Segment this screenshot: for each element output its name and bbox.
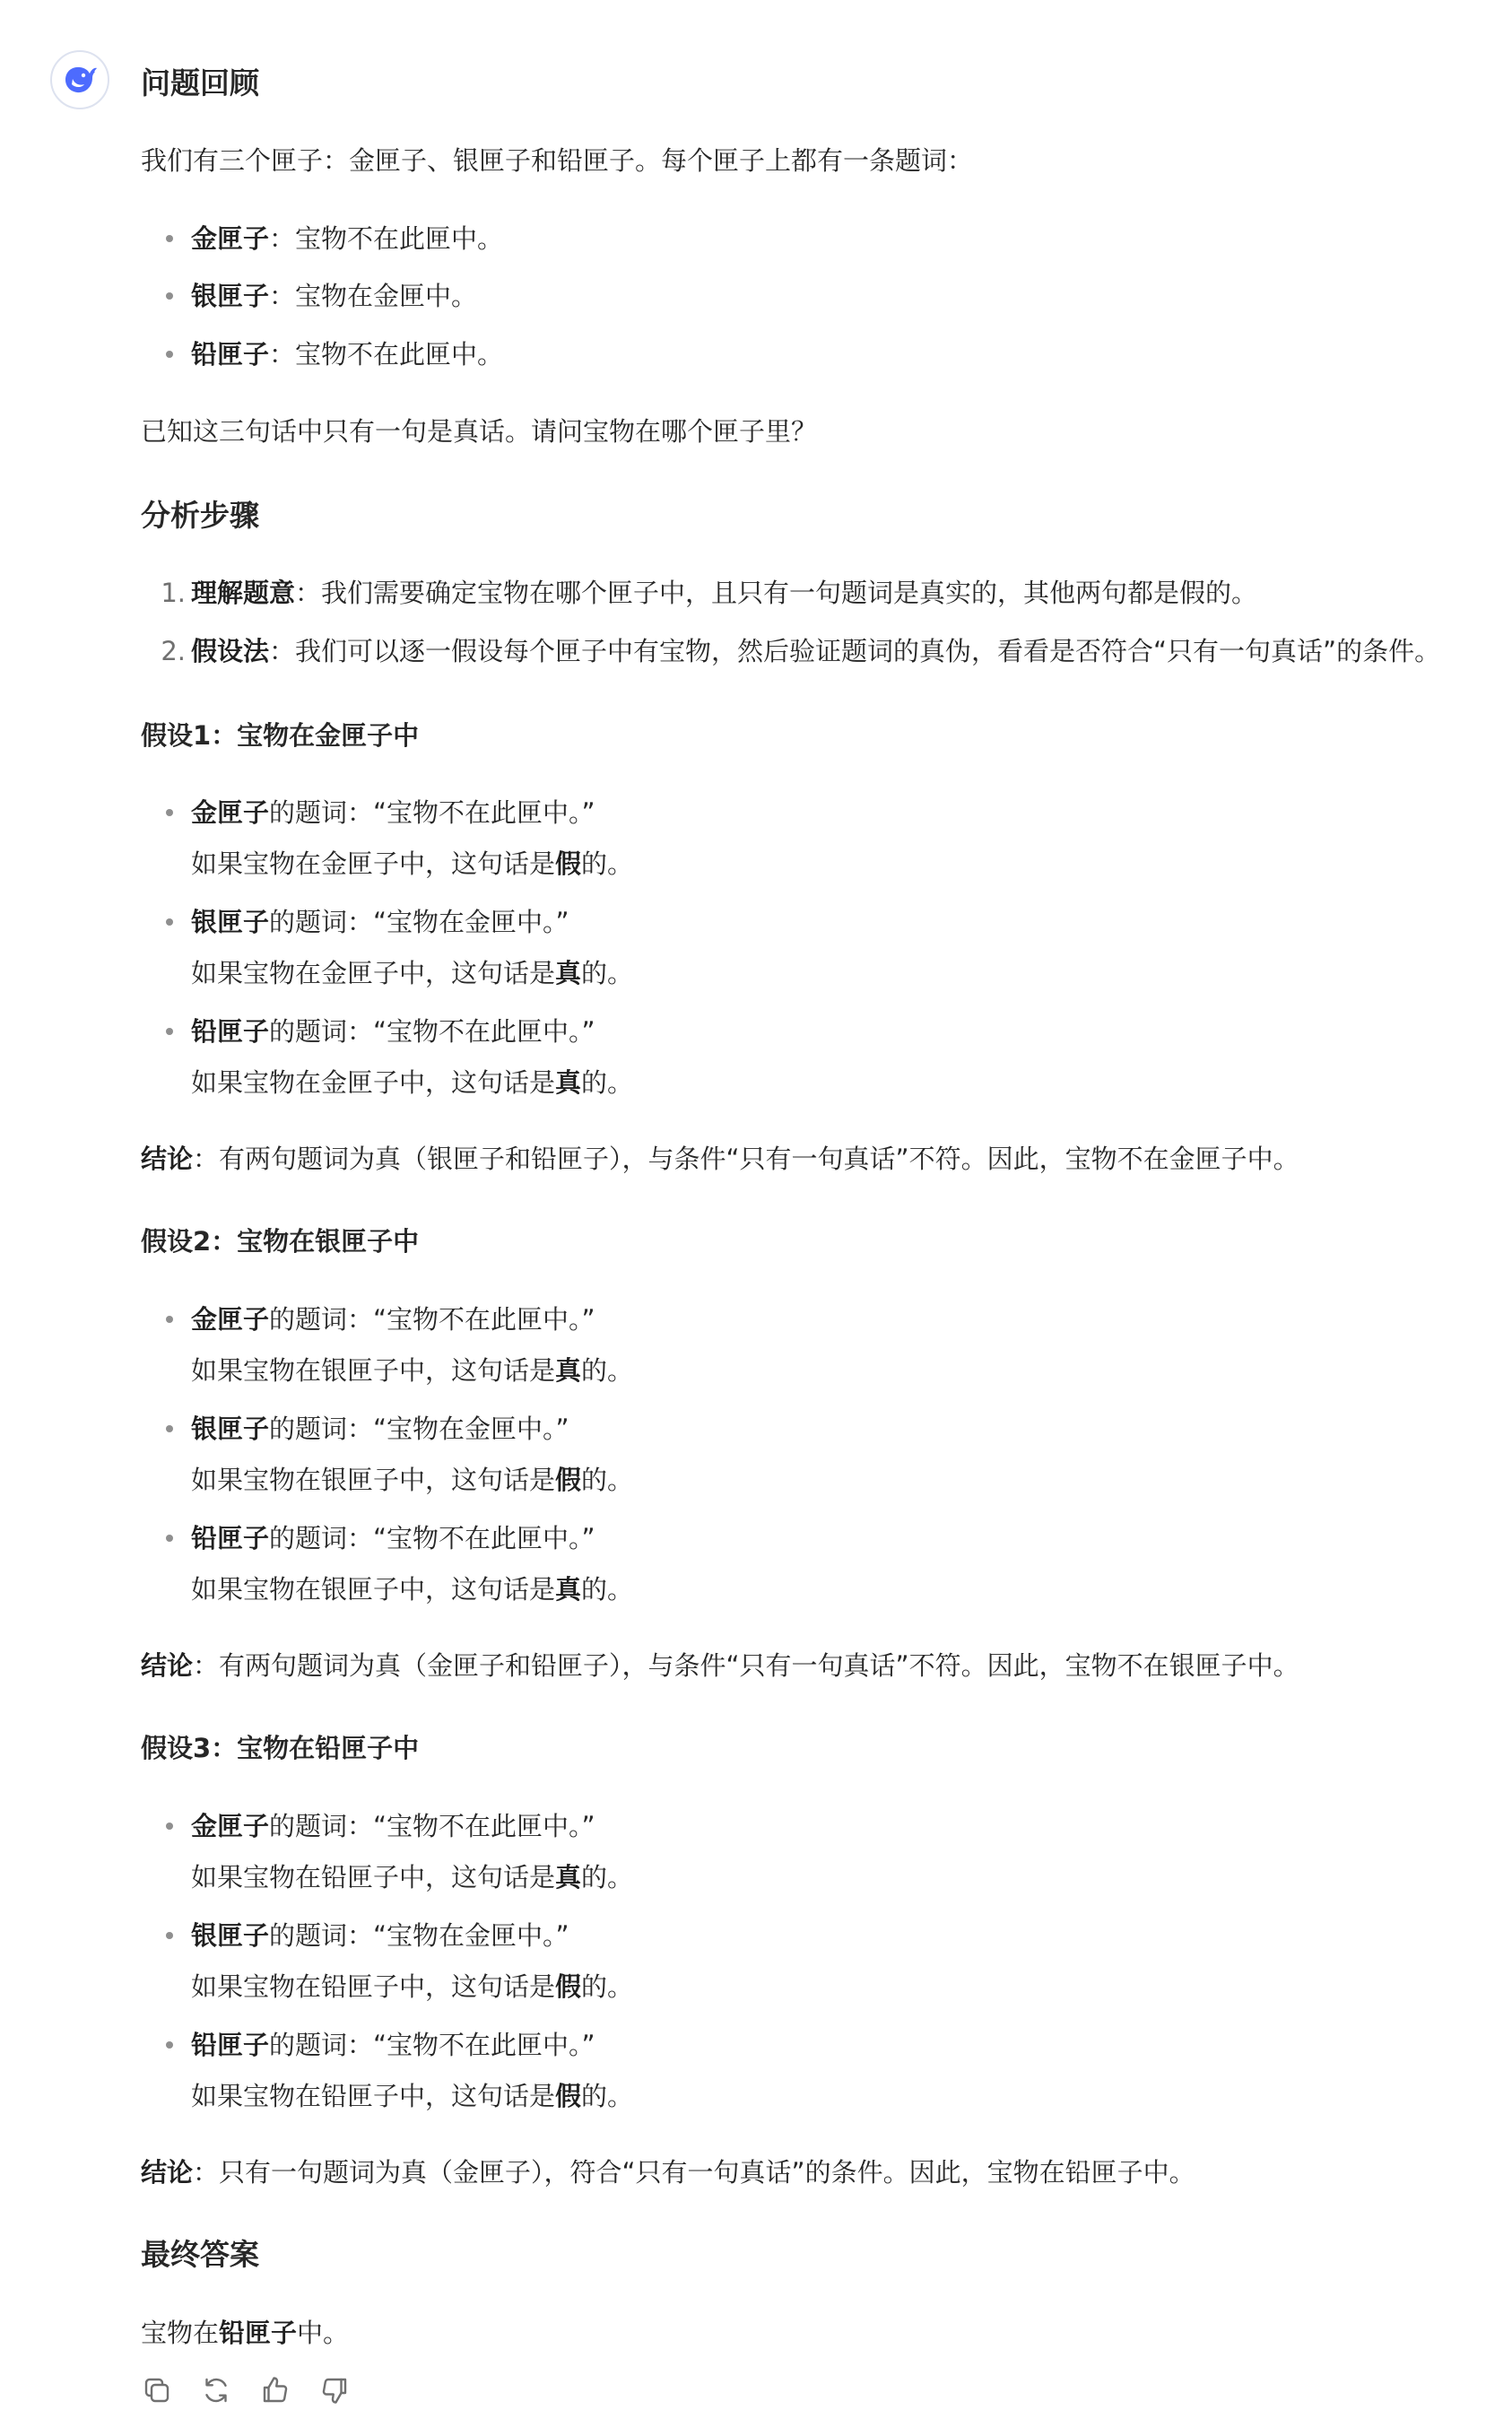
list-item: 银匣子：宝物在金匣中。: [191, 281, 478, 311]
bullet-icon: [166, 918, 173, 926]
refresh-icon: [200, 2374, 232, 2406]
list-item-detail: 如果宝物在铅匣子中，这句话是真的。: [191, 1862, 634, 1892]
bullet-icon: [166, 2041, 173, 2049]
copy-button[interactable]: [139, 2372, 175, 2408]
bullet-icon: [166, 1932, 173, 1939]
list-item: 金匣子的题词：“宝物不在此匣中。”: [191, 1304, 595, 1335]
bullet-icon: [166, 292, 173, 300]
list-item-detail: 如果宝物在银匣子中，这句话是真的。: [191, 1574, 634, 1605]
list-number: 1.: [161, 578, 186, 608]
dislike-button[interactable]: [317, 2372, 352, 2408]
thumbs-up-icon: [259, 2374, 291, 2406]
list-item-detail: 如果宝物在金匣子中，这句话是真的。: [191, 958, 634, 988]
list-item: 铅匣子的题词：“宝物不在此匣中。”: [191, 1016, 595, 1047]
list-item: 金匣子：宝物不在此匣中。: [191, 223, 504, 254]
conclusion-paragraph: 结论：只有一句题词为真（金匣子），符合“只有一句真话”的条件。因此，宝物在铅匣子中。: [141, 2157, 1195, 2188]
bullet-icon: [166, 1316, 173, 1323]
copy-icon: [141, 2374, 173, 2406]
list-item-detail: 如果宝物在金匣子中，这句话是真的。: [191, 1067, 634, 1098]
list-item-detail: 如果宝物在银匣子中，这句话是真的。: [191, 1355, 634, 1386]
list-item: 理解题意：我们需要确定宝物在哪个匣子中，且只有一句题词是真实的，其他两句都是假的。: [191, 578, 1258, 608]
list-item: 银匣子的题词：“宝物在金匣中。”: [191, 907, 569, 937]
bullet-icon: [166, 809, 173, 816]
list-number: 2.: [161, 636, 186, 666]
list-item: 银匣子的题词：“宝物在金匣中。”: [191, 1414, 569, 1444]
list-item-detail: 如果宝物在金匣子中，这句话是假的。: [191, 848, 634, 879]
bullet-icon: [166, 235, 173, 242]
hypothesis-title: 假设2：宝物在银匣子中: [141, 1226, 420, 1257]
list-item: 假设法：我们可以逐一假设每个匣子中有宝物，然后验证题词的真伪，看看是否符合“只有一句真话”的条件。: [191, 636, 1441, 666]
section-title-final: 最终答案: [141, 2237, 259, 2272]
list-item-detail: 如果宝物在铅匣子中，这句话是假的。: [191, 1971, 634, 2002]
list-item: 铅匣子：宝物不在此匣中。: [191, 339, 504, 370]
hypothesis-title: 假设3：宝物在铅匣子中: [141, 1733, 420, 1763]
section-title-review: 问题回顾: [141, 65, 259, 100]
list-item: 金匣子的题词：“宝物不在此匣中。”: [191, 1811, 595, 1841]
regenerate-button[interactable]: [198, 2372, 234, 2408]
list-item: 金匣子的题词：“宝物不在此匣中。”: [191, 797, 595, 828]
question-paragraph: 已知这三句话中只有一句是真话。请问宝物在哪个匣子里？: [141, 416, 818, 447]
bullet-icon: [166, 1425, 173, 1432]
like-button[interactable]: [257, 2372, 293, 2408]
section-title-analysis: 分析步骤: [141, 498, 259, 533]
whale-logo-icon: [60, 60, 100, 100]
conclusion-paragraph: 结论：有两句题词为真（金匣子和铅匣子），与条件“只有一句真话”不符。因此，宝物不在银匣子中。: [141, 1650, 1299, 1681]
bullet-icon: [166, 1535, 173, 1542]
list-item: 铅匣子的题词：“宝物不在此匣中。”: [191, 2030, 595, 2060]
thumbs-down-icon: [318, 2374, 351, 2406]
list-item-detail: 如果宝物在铅匣子中，这句话是假的。: [191, 2081, 634, 2111]
bullet-icon: [166, 1823, 173, 1830]
assistant-avatar: [50, 50, 109, 109]
message-actions: [139, 2372, 352, 2408]
list-item: 铅匣子的题词：“宝物不在此匣中。”: [191, 1523, 595, 1553]
intro-paragraph: 我们有三个匣子：金匣子、银匣子和铅匣子。每个匣子上都有一条题词：: [141, 145, 974, 176]
bullet-icon: [166, 351, 173, 358]
hypothesis-title: 假设1：宝物在金匣子中: [141, 720, 420, 751]
conclusion-paragraph: 结论：有两句题词为真（银匣子和铅匣子），与条件“只有一句真话”不符。因此，宝物不在金匣子中。: [141, 1144, 1299, 1174]
final-answer: 宝物在铅匣子中。: [141, 2318, 350, 2348]
list-item-detail: 如果宝物在银匣子中，这句话是假的。: [191, 1465, 634, 1495]
list-item: 银匣子的题词：“宝物在金匣中。”: [191, 1920, 569, 1951]
bullet-icon: [166, 1028, 173, 1035]
